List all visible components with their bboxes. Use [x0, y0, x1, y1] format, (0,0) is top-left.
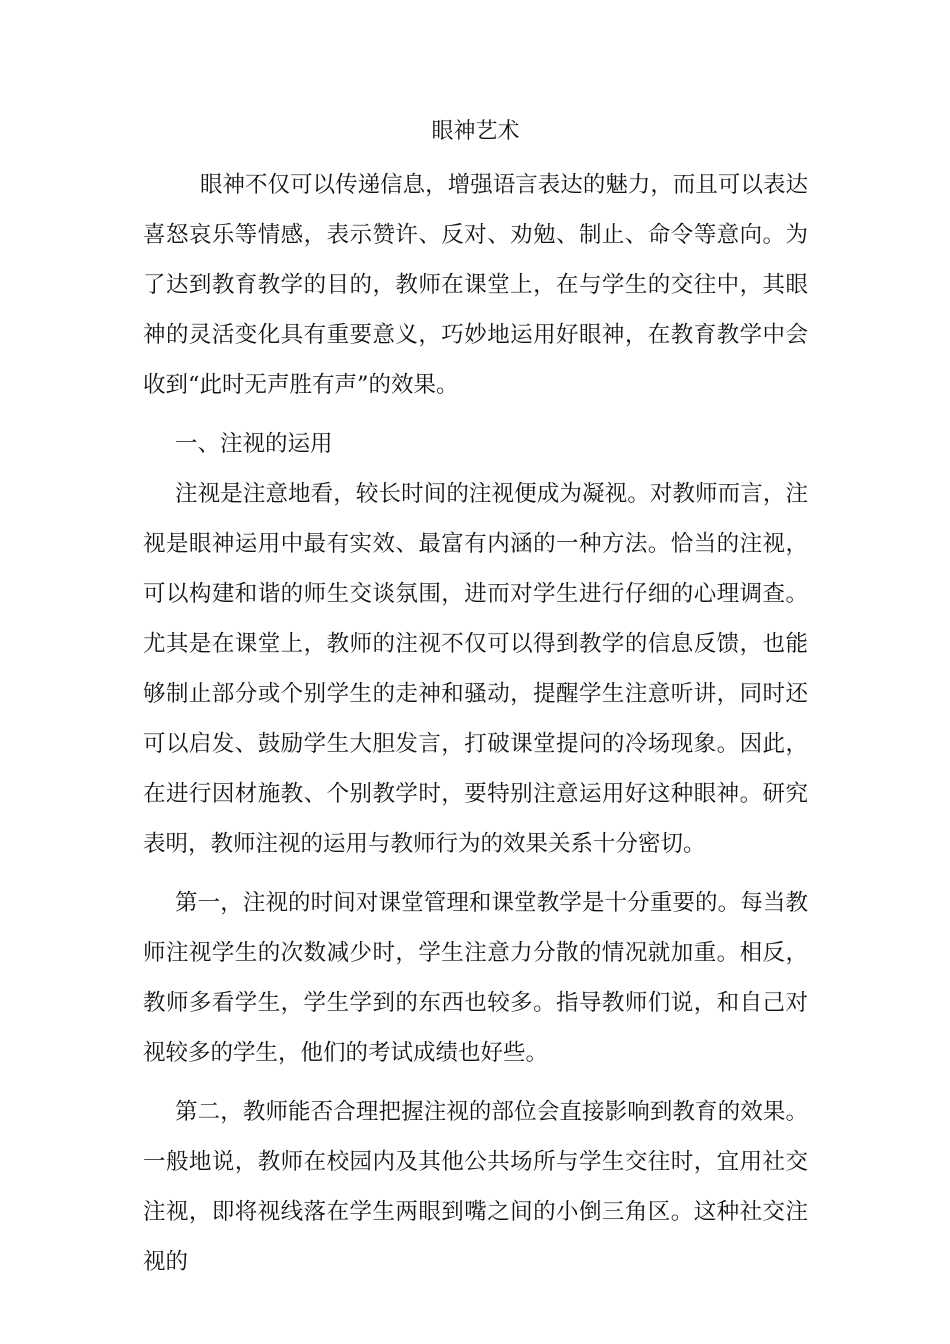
- intro-paragraph: 眼神不仅可以传递信息，增强语言表达的魅力，而且可以表达喜怒哀乐等情感，表示赞许、反对、劝勉、制止、命令等意向。为了达到教育教学的目的，教师在课堂上，在与学生的交往中，其眼神的灵活变化具有重要意义，巧妙地运用好眼神，在教育教学中会收到“此时无声胜有声”的效果。: [143, 172, 808, 398]
- section-paragraph-3: 第二，教师能否合理把握注视的部位会直接影响到教育的效果。一般地说，教师在校园内及其他公共场所与学生交往时，宜用社交注视，即将视线落在学生两眼到嘴之间的小倒三角区。这种社交注视的: [143, 1099, 808, 1275]
- section-paragraph-1: 注视是注意地看，较长时间的注视便成为凝视。对教师而言，注视是眼神运用中最有实效、最富有内涵的一种方法。恰当的注视，可以构建和谐的师生交谈氛围，进而对学生进行仔细的心理调查。尤其是在课堂上，教师的注视不仅可以得到教学的信息反馈，也能够制止部分或个别学生的走神和骚动，提醒学生注意听讲，同时还可以启发、鼓励学生大胆发言，打破课堂提问的冷场现象。因此，在进行因材施教、个别教学时，要特别注意运用好这种眼神。研究表明，教师注视的运用与教师行为的效果关系十分密切。: [143, 481, 808, 857]
- section-heading: 一、注视的运用: [175, 431, 333, 457]
- document-body: [143, 112, 808, 1287]
- paragraph-gap: [143, 410, 808, 419]
- section-paragraph-2: 第一，注视的时间对课堂管理和课堂教学是十分重要的。每当教师注视学生的次数减少时，学生注意力分散的情况就加重。相反，教师多看学生，学生学到的东西也较多。指导教师们说，和自己对视较多的学生，他们的考试成绩也好些。: [143, 890, 808, 1066]
- paragraph-gap: [143, 1078, 808, 1087]
- paragraph-gap: [143, 869, 808, 878]
- document-title: 眼神艺术: [431, 119, 520, 144]
